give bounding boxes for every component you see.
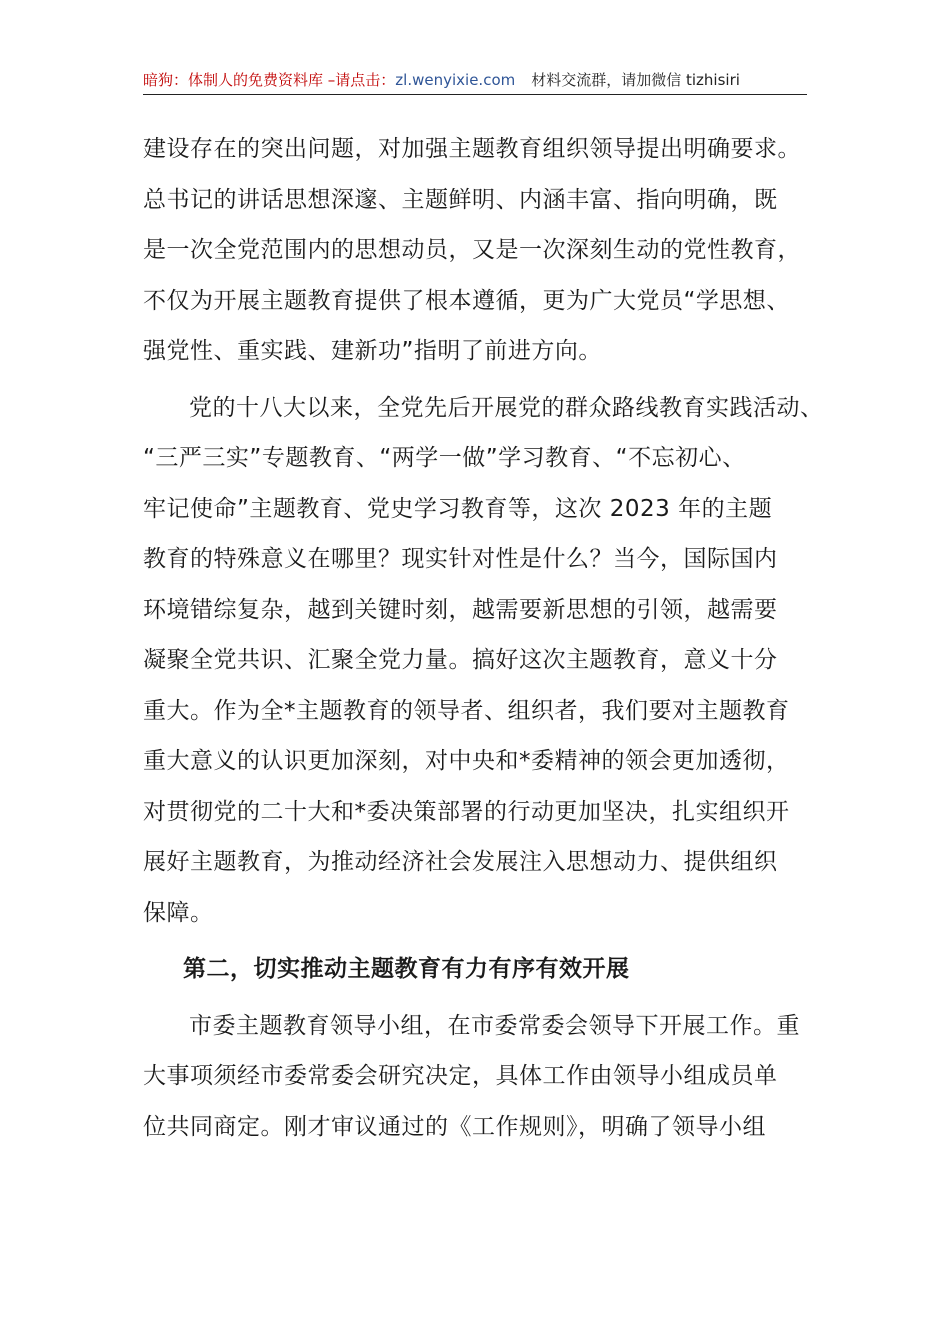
paragraph-line: 总书记的讲话思想深邃、主题鲜明、内涵丰富、指向明确，既 bbox=[143, 186, 778, 213]
paragraph-line: 是一次全党范围内的思想动员，又是一次深刻生动的党性教育， bbox=[143, 237, 801, 263]
section-heading: 第二，切实推动主题教育有力有序有效开展 bbox=[183, 956, 630, 982]
paragraph-line: 党的十八大以来，全党先后开展党的群众路线教育实践活动、 bbox=[189, 394, 824, 421]
paragraph-line: 牢记使命”主题教育、党史学习教育等，这次 2023 年的主题 bbox=[143, 495, 773, 522]
paragraph-line: 建设存在的突出问题，对加强主题教育组织领导提出明确要求。 bbox=[143, 136, 801, 162]
paragraph-line: 保障。 bbox=[143, 899, 214, 926]
paragraph-line: 重大。作为全*主题教育的领导者、组织者，我们要对主题教育 bbox=[143, 697, 790, 724]
paragraph-line: “三严三实”专题教育、“两学一做”学习教育、“不忘初心、 bbox=[143, 445, 746, 471]
paragraph-line: 不仅为开展主题教育提供了根本遵循，更为广大党员“学思想、 bbox=[143, 287, 790, 314]
header-prompt: –请点击： bbox=[323, 71, 396, 89]
paragraph-line: 市委主题教育领导小组，在市委常委会领导下开展工作。重 bbox=[189, 1012, 800, 1039]
header-brand: 暗狗：体制人的免费资料库 bbox=[143, 71, 324, 89]
paragraph-line: 强党性、重实践、建新功”指明了前进方向。 bbox=[143, 338, 602, 364]
page-header bbox=[143, 66, 807, 95]
paragraph-line: 重大意义的认识更加深刻，对中央和*委精神的领会更加透彻， bbox=[143, 748, 790, 774]
paragraph-line: 凝聚全党共识、汇聚全党力量。搞好这次主题教育，意义十分 bbox=[143, 647, 778, 673]
paragraph-line: 教育的特殊意义在哪里？现实针对性是什么？当今，国际国内 bbox=[143, 546, 778, 572]
paragraph-line: 展好主题教育，为推动经济社会发展注入思想动力、提供组织 bbox=[143, 849, 778, 875]
paragraph-line: 对贯彻党的二十大和*委决策部署的行动更加坚决，扎实组织开 bbox=[143, 798, 790, 825]
paragraph-line: 位共同商定。刚才审议通过的《工作规则》，明确了领导小组 bbox=[143, 1113, 766, 1140]
header-link[interactable]: zl.wenyixie.com bbox=[395, 71, 516, 89]
header-group-info: 材料交流群，请加微信 tizhisiri bbox=[531, 71, 740, 89]
paragraph-line: 大事项须经市委常委会研究决定，具体工作由领导小组成员单 bbox=[143, 1063, 778, 1089]
document-body bbox=[143, 124, 833, 1152]
paragraph-line: 环境错综复杂，越到关键时刻，越需要新思想的引领，越需要 bbox=[143, 596, 778, 623]
